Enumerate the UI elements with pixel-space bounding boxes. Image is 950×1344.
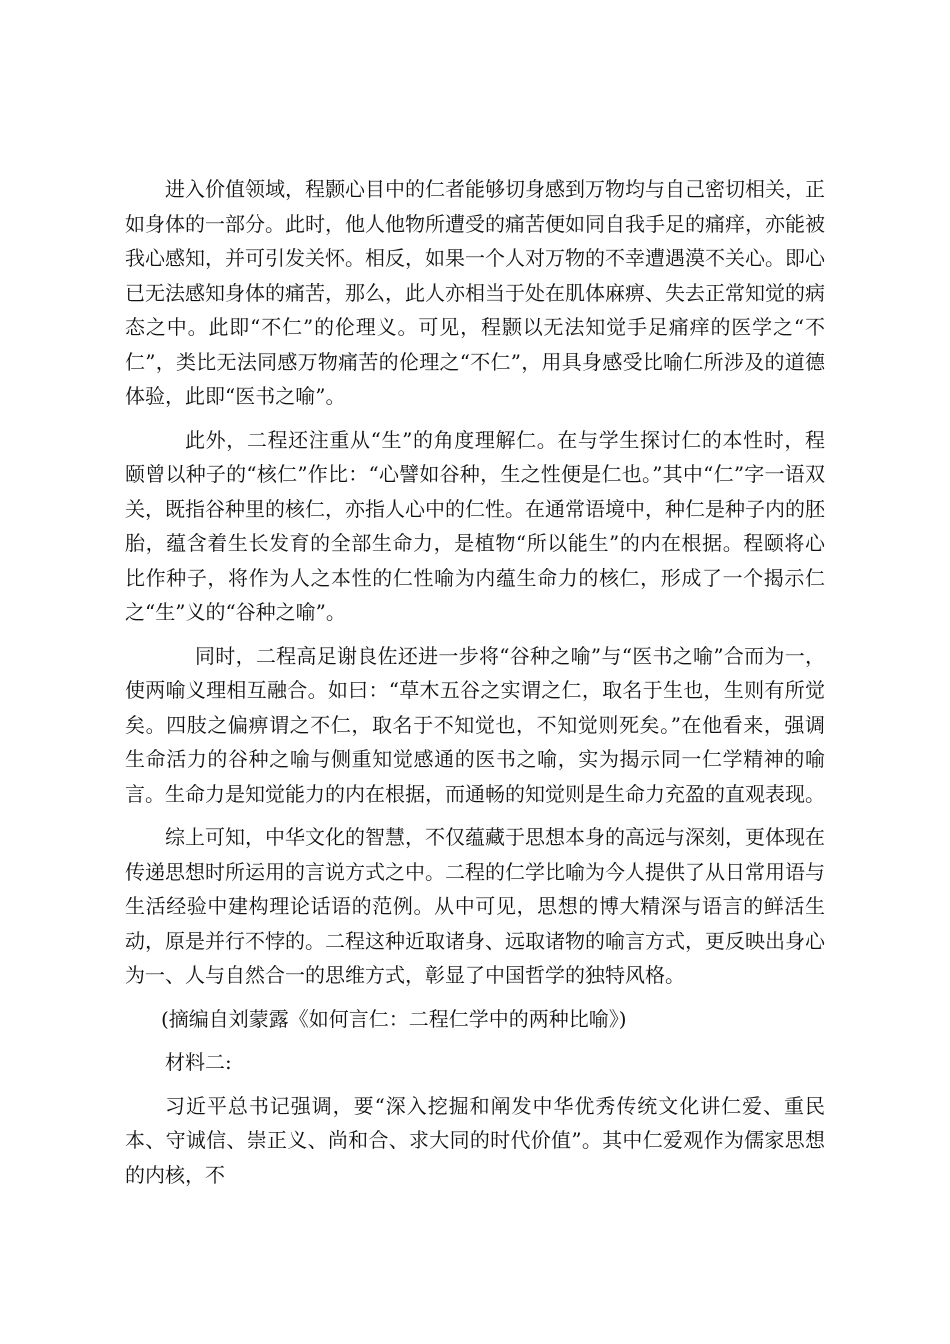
paragraph-merged-metaphors: 同时，二程高足谢良佐还进一步将“谷种之喻”与“医书之喻”合而为一，使两喻义理相互融合。如曰：“草木五谷之实谓之仁，取名于生也，生则有所觉矣。四肢之偏痹谓之不仁，取名于不知觉也，不知觉则死矣。”在他看来，强调生命活力的谷种之喻与侧重知觉感通的医书之喻，实为揭示同一仁学精神的喻言。生命力是知觉能力的内在根据，而通畅的知觉则是生命力充盈的直观表现。: [125, 643, 825, 806]
paragraph-material-two: 习近平总书记强调，要“深入挖掘和阐发中华优秀传统文化讲仁爱、重民本、守诚信、崇正义、尚和合、求大同的时代价值”。其中仁爱观作为儒家思想的内核，不: [125, 1093, 825, 1187]
material-two-label: 材料二:: [165, 1050, 232, 1074]
paragraph-conclusion: 综上可知，中华文化的智慧，不仅蕴藏于思想本身的高远与深刻，更体现在传递思想时所运用的言说方式之中。二程的仁学比喻为今人提供了从日常用语与生活经验中建构理论话语的范例。从中可见，思想的博大精深与语言的鲜活生动，原是并行不悖的。二程这种近取诸身、远取诸物的喻言方式，更反映出身心为一、人与自然合一的思维方式，彰显了中国哲学的独特风格。: [125, 825, 825, 987]
article-body: [125, 172, 825, 1201]
paragraph-medical-metaphor: 进入价值领域，程颢心目中的仁者能够切身感到万物均与自己密切相关，正如身体的一部分。此时，他人他物所遭受的痛苦便如同自我手足的痛痒，亦能被我心感知，并可引发关怀。相反，如果一个人对万物的不幸遭遇漠不关心。即心已无法感知身体的痛苦，那么，此人亦相当于处在肌体麻痹、失去正常知觉的病态之中。此即“不仁”的伦理义。可见，程颢以无法知觉手足痛痒的医学之“不仁”，类比无法同感万物痛苦的伦理之“不仁”，用具身感受比喻仁所涉及的道德体验，此即“医书之喻”。: [125, 177, 825, 408]
source-citation: (摘编自刘蒙露《如何言仁：二程仁学中的两种比喻》): [161, 1006, 627, 1031]
paragraph-seed-metaphor: 此外，二程还注重从“生”的角度理解仁。在与学生探讨仁的本性时，程颐曾以种子的“核仁”作比：“心譬如谷种，生之性便是仁也。”其中“仁”字一语双关，既指谷种里的核仁，亦指人心中的仁性。在通常语境中，种仁是种子内的胚胎，蕴含着生长发育的全部生命力，是植物“所以能生”的内在根据。程颐将心比作种子，将作为人之本性的仁性喻为内蕴生命力的核仁，形成了一个揭示仁之“生”义的“谷种之喻”。: [125, 427, 825, 624]
